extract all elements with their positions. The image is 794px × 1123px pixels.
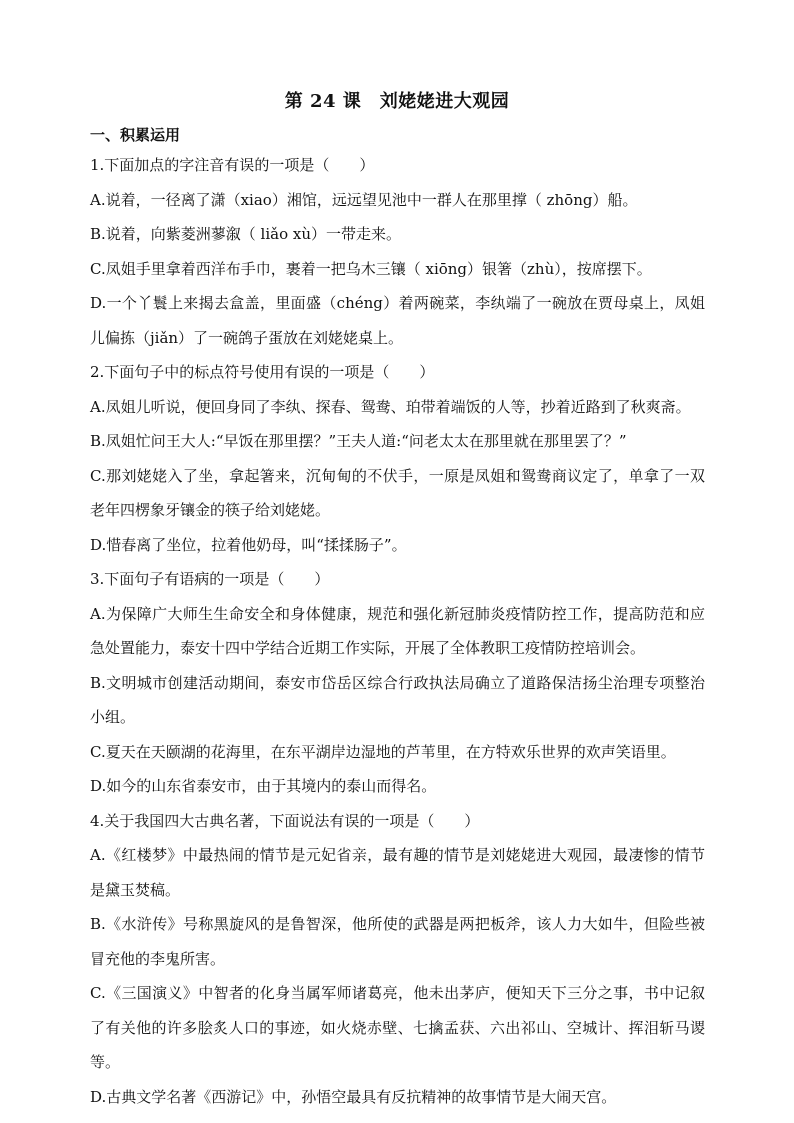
question-3-stem: 3.下面句子有语病的一项是（ ）: [90, 570, 330, 588]
q2-option-c: C.那刘姥姥入了坐，拿起箸来，沉甸甸的不伏手，一原是凤姐和鸳鸯商议定了，单拿了一双老年四楞象牙镶金的筷子给刘姥姥。: [90, 466, 705, 519]
q1-option-c: C.凤姐手里拿着西洋布手巾，裹着一把乌木三镶（ xiōng）银箸（zhù），按席摆下。: [90, 259, 652, 278]
q1-option-b: B.说着，向紫菱洲蓼溆（ liǎo xù）一带走来。: [90, 225, 402, 243]
q4-option-b: B.《水浒传》号称黑旋风的是鲁智深，他所使的武器是两把板斧，该人力大如牛，但险些被冒充他的李鬼所害。: [90, 915, 705, 968]
question-1-stem: 1.下面加点的字注音有误的一项是（ ）: [90, 156, 375, 174]
q4-option-a: A.《红楼梦》中最热闹的情节是元妃省亲，最有趣的情节是刘姥姥进大观园，最凄惨的情节是黛玉焚稿。: [90, 846, 705, 899]
q3-option-b: B.文明城市创建活动期间，泰安市岱岳区综合行政执法局确立了道路保洁扬尘治理专项整治小组。: [90, 673, 705, 726]
q2-option-d: D.惜春离了坐位，拉着他奶母，叫“揉揉肠子”。: [90, 535, 407, 554]
q4-option-c: C.《三国演义》中智者的化身当属军师诸葛亮，他未出茅庐，便知天下三分之事，书中记叙了有关他的许多脍炙人口的事迹，如火烧赤壁、七擒孟获、六出祁山、空城计、挥泪斩马谡等。: [90, 984, 705, 1071]
lesson-title: 第 24 课 刘姥姥进大观园: [284, 91, 510, 112]
q1-option-a: A.说着，一径离了潇（xiao）湘馆，远远望见池中一群人在那里撑（ zhōng）船。: [90, 190, 638, 209]
q3-option-a: A.为保障广大师生生命安全和身体健康，规范和强化新冠肺炎疫情防控工作，提高防范和应急处置能力，泰安十四中学结合近期工作实际，开展了全体教职工疫情防控培训会。: [90, 604, 705, 657]
q3-option-d: D.如今的山东省泰安市，由于其境内的泰山而得名。: [90, 777, 437, 795]
q2-option-b: B.凤姐忙问王大人:“早饭在那里摆？”王夫人道:“问老太太在那里就在那里罢了？”: [90, 432, 627, 450]
question-4-stem: 4.关于我国四大古典名著，下面说法有误的一项是（ ）: [90, 811, 480, 830]
exercise-body: [90, 148, 705, 1114]
section-heading: 一、积累运用: [90, 126, 181, 144]
q4-option-d: D.古典文学名著《西游记》中，孙悟空最具有反抗精神的故事情节是大闹天宫。: [90, 1087, 617, 1106]
question-2-stem: 2.下面句子中的标点符号使用有误的一项是（ ）: [90, 363, 435, 381]
q2-option-a: A.凤姐儿听说，便回身同了李纨、探春、鸳鸯、珀带着端饭的人等，抄着近路到了秋爽斋。: [90, 397, 691, 416]
q3-option-c: C.夏天在天颐湖的花海里，在东平湖岸边湿地的芦苇里，在方特欢乐世界的欢声笑语里。: [90, 742, 676, 761]
q1-option-d: D.一个丫鬟上来揭去盒盖，里面盛（chéng）着两碗菜，李纨端了一碗放在贾母桌上，凤姐儿偏拣（jiǎn）了一碗鸽子蛋放在刘姥姥桌上。: [90, 294, 705, 347]
